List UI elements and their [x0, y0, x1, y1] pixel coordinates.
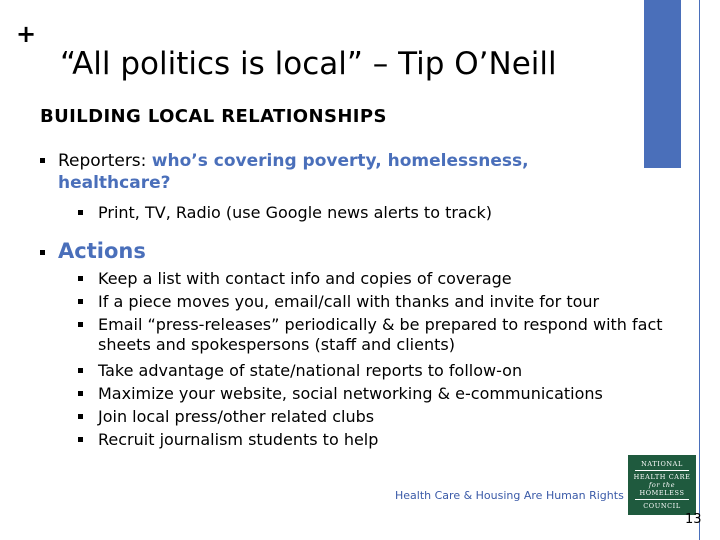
reporters-label: Reporters:	[58, 151, 152, 171]
action-item: sheets and spokespersons (staff and clients)	[98, 335, 455, 354]
action-item: If a piece moves you, email/call with thanks and invite for tour	[98, 292, 600, 311]
accent-bar	[644, 0, 681, 168]
footer-tagline: Health Care & Housing Are Human Rights	[395, 489, 624, 502]
sub-bullet-square-icon	[78, 210, 83, 215]
sub-bullet-square-icon	[78, 414, 83, 419]
sub-bullet-square-icon	[78, 437, 83, 442]
action-item: Take advantage of state/national reports to follow-on	[98, 361, 523, 380]
logo-line: COUNCIL	[643, 502, 681, 510]
sub-bullet-square-icon	[78, 322, 83, 327]
page-number: 13	[685, 512, 702, 527]
sub-bullet-square-icon	[78, 368, 83, 373]
sub-bullet-square-icon	[78, 276, 83, 281]
slide-title: “All politics is local” – Tip O’Neill	[60, 46, 557, 82]
nhchc-logo	[628, 455, 696, 515]
bullet-square-icon	[40, 158, 45, 163]
sub-bullet-square-icon	[78, 391, 83, 396]
sub-bullet-square-icon	[78, 299, 83, 304]
reporters-subitem: Print, TV, Radio (use Google news alerts to track)	[98, 203, 493, 222]
bullet-square-icon	[40, 250, 45, 255]
actions-heading: Actions	[58, 239, 146, 263]
action-item: Maximize your website, social networking & e-communications	[98, 384, 603, 403]
action-item: Keep a list with contact info and copies of coverage	[98, 269, 512, 288]
action-item: Email “press-releases” periodically & be prepared to respond with fact	[98, 315, 663, 334]
bullet-reporters	[58, 150, 529, 172]
action-item: Join local press/other related clubs	[98, 407, 375, 426]
action-item: Recruit journalism students to help	[98, 430, 379, 449]
logo-line: HEALTH CARE	[633, 473, 691, 481]
logo-line: for the	[648, 481, 676, 489]
accent-rule	[699, 0, 700, 540]
reporters-highlight-1: who’s covering poverty, homelessness,	[151, 151, 529, 171]
plus-mark: +	[16, 20, 37, 48]
logo-line: NATIONAL	[641, 460, 683, 468]
reporters-highlight-2: healthcare?	[58, 173, 171, 193]
logo-line: HOMELESS	[639, 489, 685, 497]
section-heading: BUILDING LOCAL RELATIONSHIPS	[40, 106, 387, 127]
